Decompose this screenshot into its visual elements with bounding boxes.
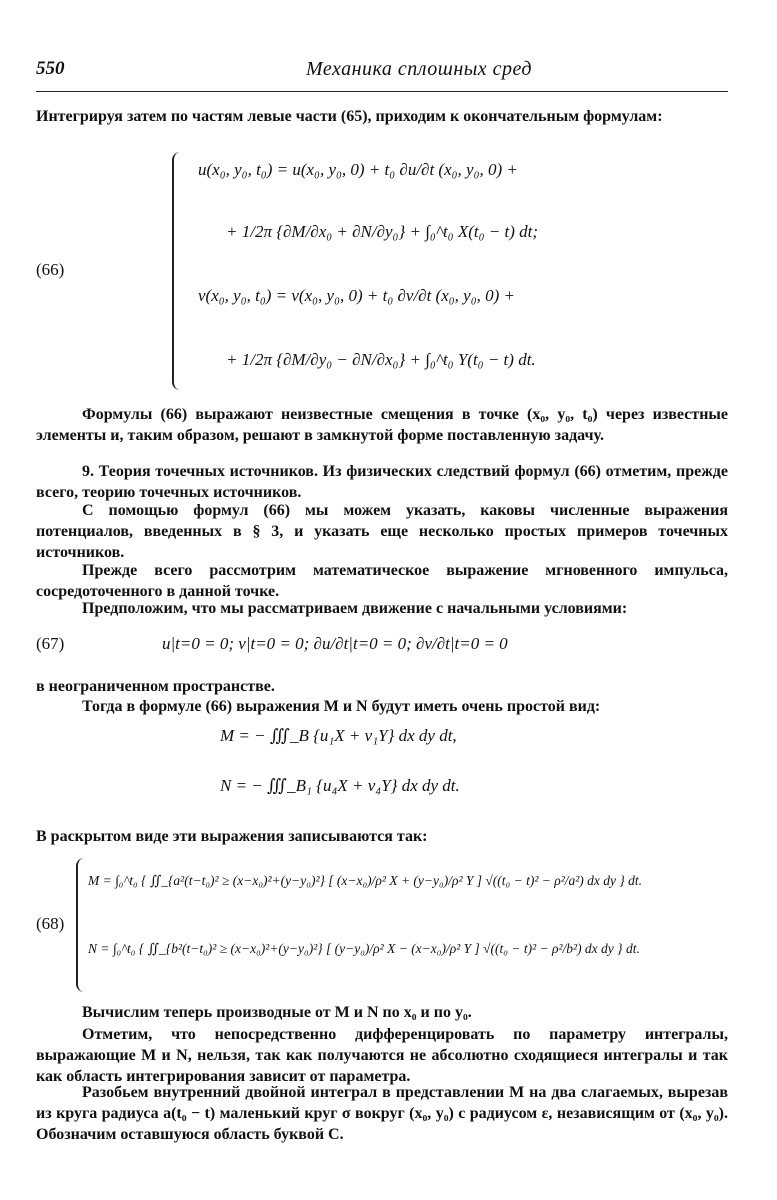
section-9-text: Из физических следствий формул (66) отметим, прежде всего, теорию точечных источников.	[36, 463, 729, 501]
page-number: 550	[36, 58, 65, 79]
equation-label-67: (67)	[36, 634, 65, 653]
paragraph-formulas-66: Формулы (66) выражают неизвестные смещения в точке (x₀, y₀, t₀) через известные элементы и, таким образом, решают в замкнутой форме поставленную задачу.	[36, 406, 728, 444]
eq68-line1: M = ∫₀^t₀ { ∬_{a²(t−t₀)² ≥ (x−x₀)²+(y−y₀)²} [ (x−x₀)/ρ² X + (y−y₀)/ρ² Y ] √((t₀ − t)² − ρ²/a²) dx dy } dt.	[88, 873, 643, 888]
eq68-line2: N = ∫₀^t₀ { ∬_{b²(t−t₀)² ≥ (x−x₀)²+(y−y₀)²} [ (y−y₀)/ρ² X − (x−x₀)/ρ² Y ] √((t₀ − t)² − ρ²/b²) dx dy } dt.	[88, 941, 640, 956]
section-9-heading: 9. Теория точечных источников.	[82, 463, 318, 480]
eq66-line3: v(x₀, y₀, t₀) = v(x₀, y₀, 0) + t₀ ∂v/∂t (x₀, y₀, 0) +	[198, 286, 516, 305]
eq66-line2: + 1/2π {∂M/∂x₀ + ∂N/∂y₀} + ∫₀^t₀ X(t₀ − t) dt;	[226, 222, 539, 241]
paragraph-unbounded-space: в неограниченном пространстве.	[36, 678, 275, 695]
eq66-line1: u(x₀, y₀, t₀) = u(x₀, y₀, 0) + t₀ ∂u/∂t (x₀, y₀, 0) +	[198, 160, 518, 179]
eq-M-triple: M = − ∭_B {u₁X + v₁Y} dx dy dt,	[220, 726, 457, 745]
page-header	[36, 58, 726, 88]
equation-68	[36, 858, 736, 996]
equation-brace-66	[172, 152, 184, 390]
paragraph-simple-form: Тогда в формуле (66) выражения M и N будут иметь очень простой вид:	[82, 698, 601, 715]
eq67-body: u|t=0 = 0; v|t=0 = 0; ∂u/∂t|t=0 = 0; ∂v/∂t|t=0 = 0	[162, 634, 508, 653]
eq-N-triple: N = − ∭_B₁ {u₄X + v₄Y} dx dy dt.	[220, 776, 460, 795]
equation-label-66: (66)	[36, 260, 65, 279]
section-9	[36, 461, 728, 503]
paragraph-impulse: Прежде всего рассмотрим математическое выражение мгновенного импульса, сосредоточенного в данной точке.	[36, 562, 728, 600]
equation-66	[36, 152, 736, 392]
paragraph-split-integral: Разобьем внутренний двойной интеграл в представлении M на два слагаемых, вырезав из круга радиуса a(t₀ − t) маленький круг σ вокруг (x₀, y₀) с радиусом ε, независящим от (x₀, y₀). Обозначим оставшуюся область буквой C.	[36, 1084, 728, 1143]
paragraph-conditions: Предположим, что мы рассматриваем движение с начальными условиями:	[82, 600, 628, 617]
header-rule	[36, 91, 728, 92]
equation-67	[36, 628, 736, 668]
paragraph-potentials: С помощью формул (66) мы можем указать, каковы численные выражения потенциалов, введенных в § 3, и указать еще несколько простых примеров точечных источников.	[36, 502, 728, 561]
running-title: Механика сплошных сред	[306, 58, 533, 80]
paragraph-differentiation: Отметим, что непосредственно дифференцировать по параметру интегралы, выражающие M и N, нельзя, так как получаются не абсолютно сходящиеся интегралы и так как область интегрирования зависит от параметра.	[36, 1026, 728, 1085]
equation-brace-68	[76, 858, 88, 992]
equation-label-68: (68)	[36, 914, 65, 933]
paragraph-derivatives: Вычислим теперь производные от M и N по x₀ и по y₀.	[82, 1004, 472, 1021]
eq66-line4: + 1/2π {∂M/∂y₀ − ∂N/∂x₀} + ∫₀^t₀ Y(t₀ − t) dt.	[226, 350, 536, 369]
paragraph-intro: Интегрируя затем по частям левые части (65), приходим к окончательным формулам:	[36, 108, 663, 125]
paragraph-expanded: В раскрытом виде эти выражения записываются так:	[36, 828, 428, 845]
